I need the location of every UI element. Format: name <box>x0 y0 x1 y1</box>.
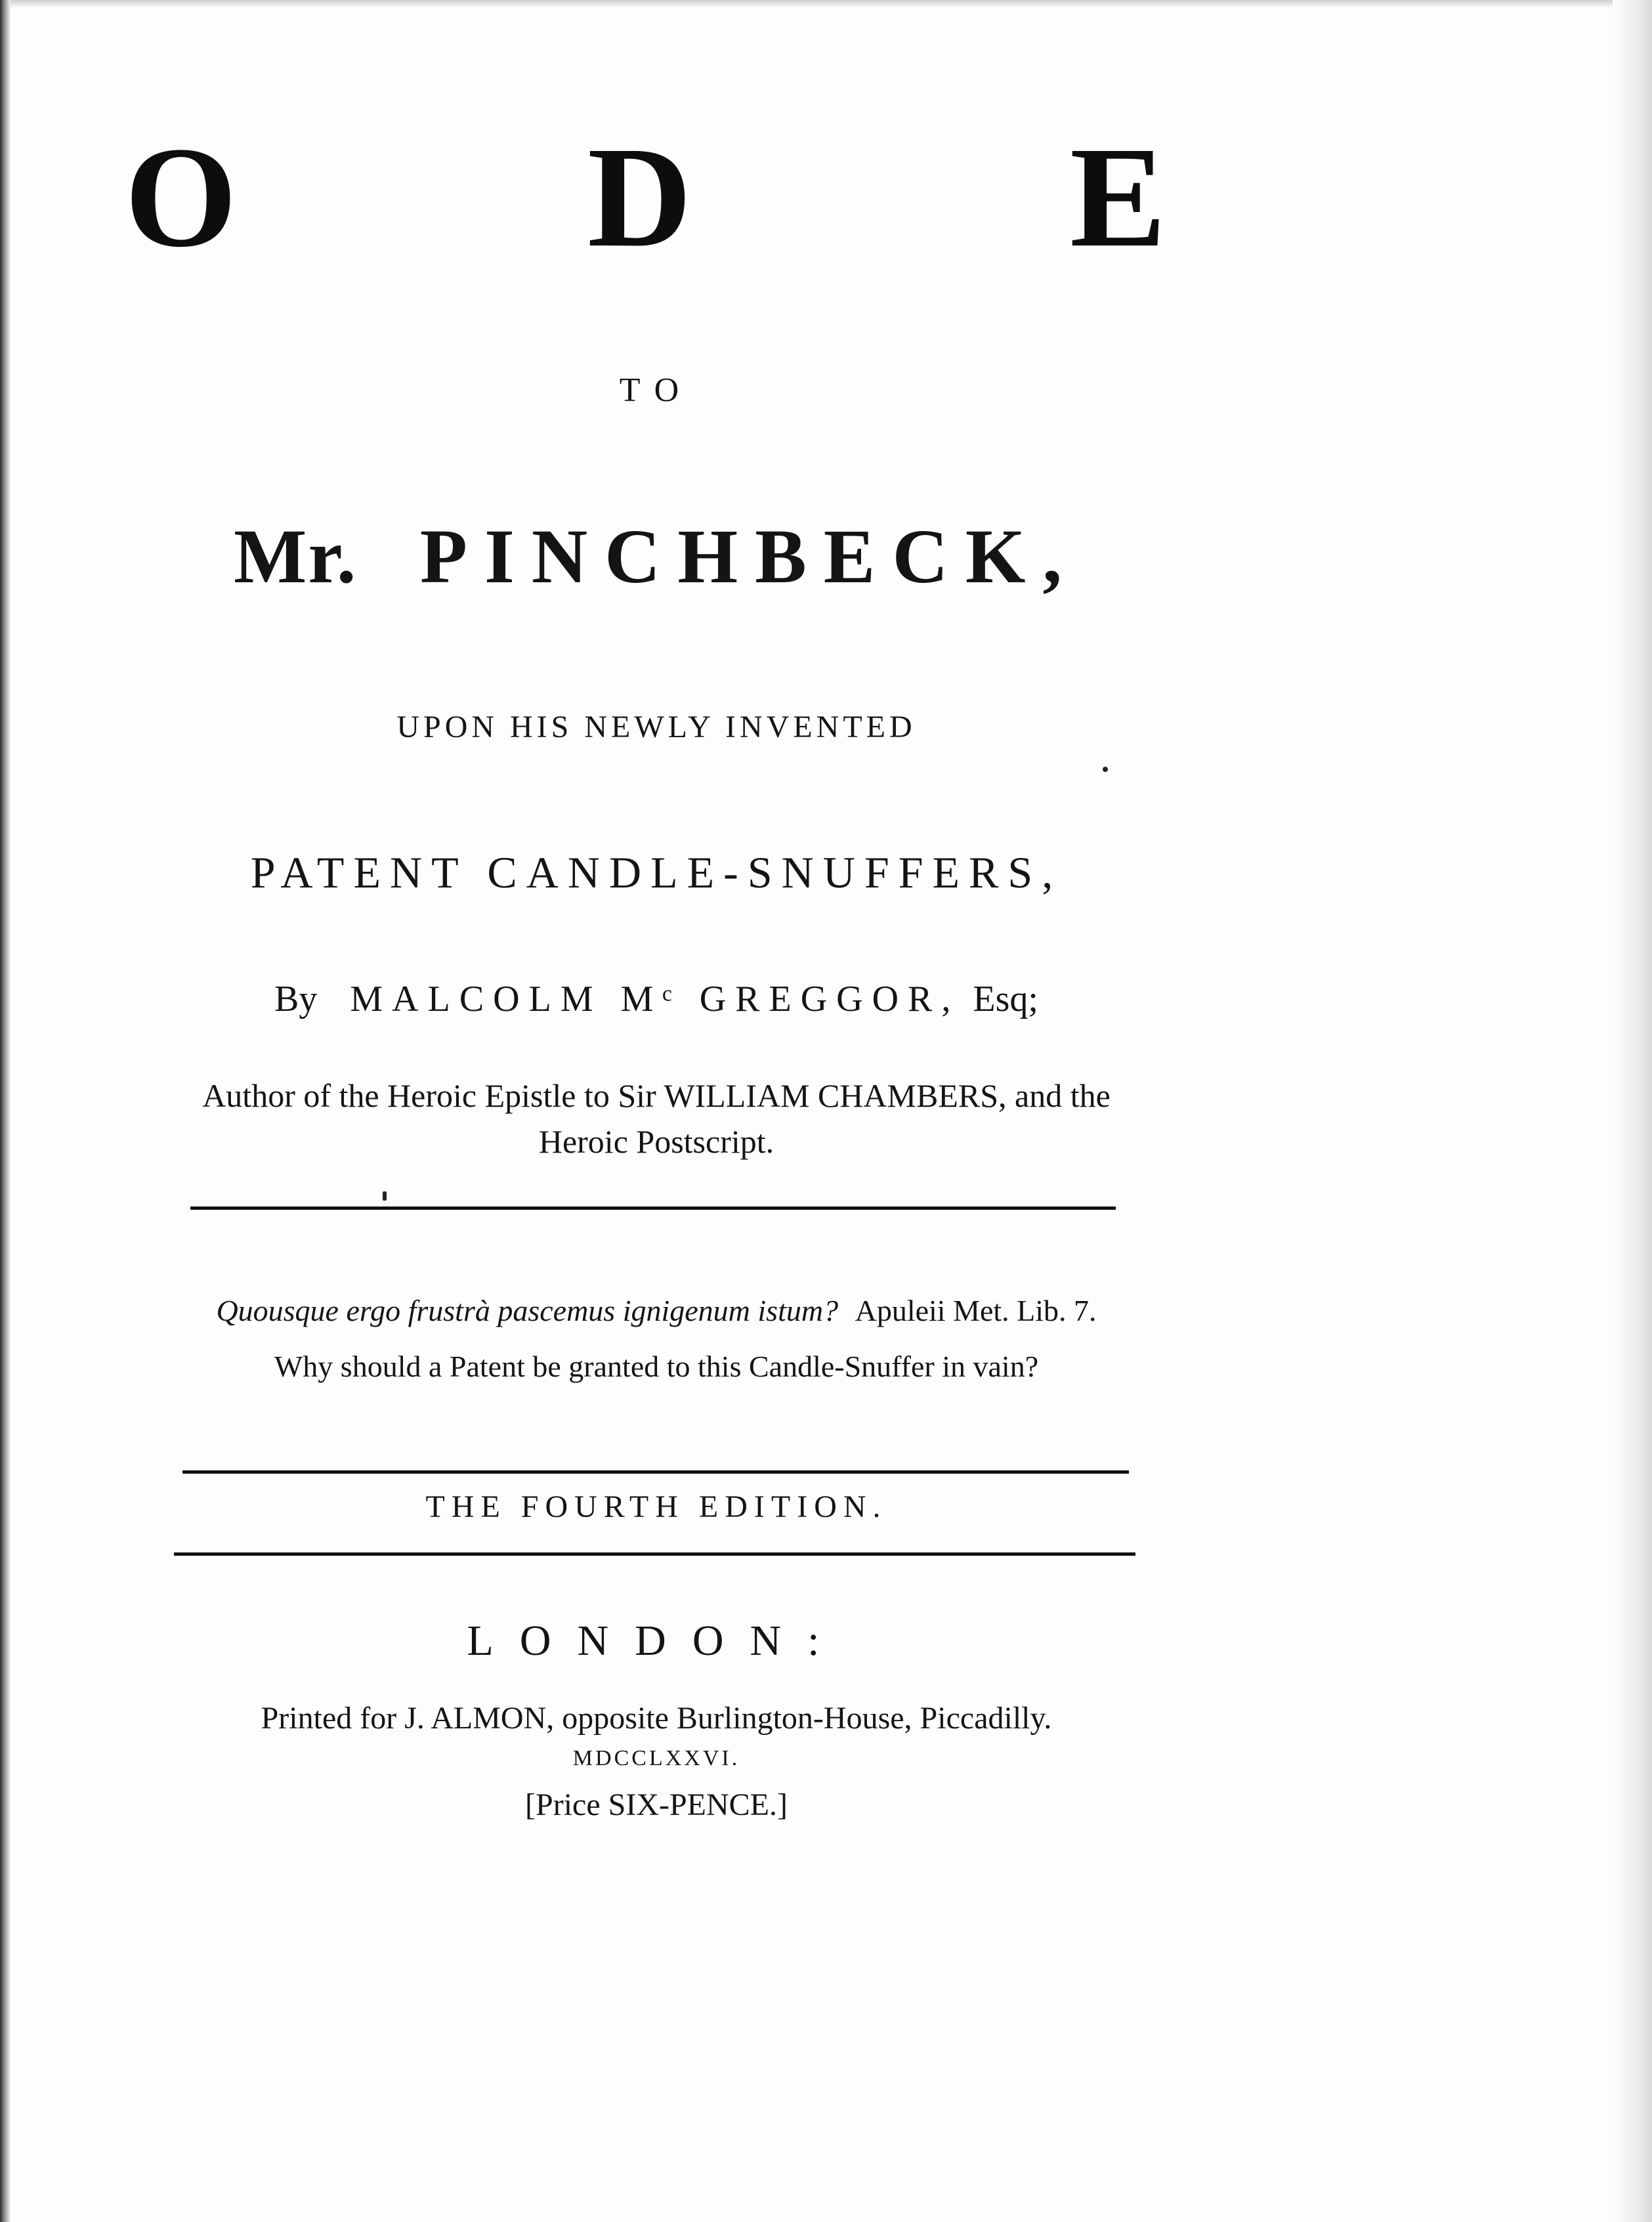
title-letter-e: E <box>1070 117 1166 277</box>
byline <box>0 978 1313 1020</box>
page-top-edge <box>0 0 1652 8</box>
imprint-city: LONDON: <box>467 1617 846 1665</box>
title-letter-d: D <box>587 117 692 277</box>
author-suffix: Esq; <box>973 979 1038 1019</box>
ink-speck <box>1103 767 1108 772</box>
page-right-edge <box>1613 0 1652 2222</box>
author-note-line-1: Author of the Heroic Epistle to Sir WILLIAM CHAMBERS, and the <box>202 1077 1111 1114</box>
rule-3 <box>174 1552 1135 1556</box>
rule-2 <box>182 1470 1129 1474</box>
motto-citation: Apuleii Met. Lib. 7. <box>855 1294 1097 1327</box>
dedicatee-prefix: Mr. <box>233 513 358 599</box>
author-name: MALCOLM Mᶜ GREGGOR, <box>350 979 960 1019</box>
subject-line: PATENT CANDLE-SNUFFERS, <box>250 847 1063 897</box>
byline-by: By <box>274 979 318 1019</box>
motto-translation: Why should a Patent be granted to this Candle-Snuffer in vain? <box>274 1350 1039 1383</box>
motto-latin: Quousque ergo frustrà pascemus ignigenum istum? <box>216 1294 839 1327</box>
imprint-printer: Printed for J. ALMON, opposite Burlington-House, Piccadilly. <box>261 1701 1052 1736</box>
motto-latin-line <box>0 1293 1313 1328</box>
imprint-year: MDCCLXXVI. <box>572 1746 740 1770</box>
author-note-line-2: Heroic Postscript. <box>538 1123 774 1160</box>
imprint-price: [Price SIX-PENCE.] <box>525 1787 788 1822</box>
rule-1 <box>190 1207 1116 1210</box>
edition: THE FOURTH EDITION. <box>425 1489 887 1524</box>
dedicatee-name: PINCHBECK, <box>419 513 1080 599</box>
ink-speck <box>383 1191 387 1201</box>
title-letter-o: O <box>125 117 238 277</box>
subtitle-line: UPON HIS NEWLY INVENTED <box>396 710 916 744</box>
dedication-to: TO <box>619 372 694 409</box>
dedicatee <box>0 512 1313 601</box>
